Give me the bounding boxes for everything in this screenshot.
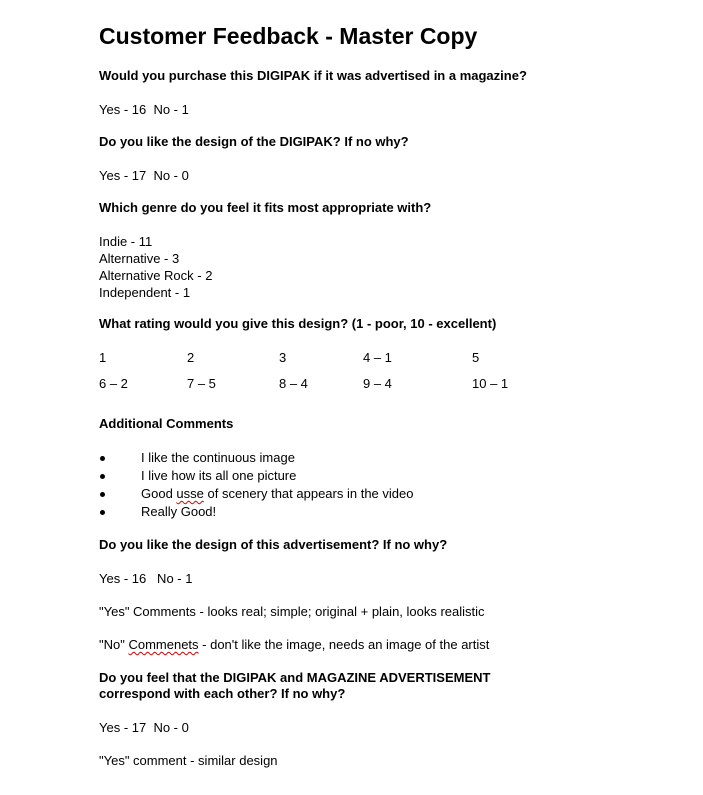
bullet-icon — [100, 510, 105, 515]
rating-table — [99, 349, 679, 392]
answer-advert-design: Yes - 16 No - 1 — [99, 571, 193, 586]
page-title: Customer Feedback - Master Copy — [99, 23, 478, 49]
genre-item: Independent - 1 — [99, 285, 191, 300]
comment-text: of scenery that appears in the video — [203, 486, 414, 501]
list-item — [99, 449, 679, 467]
comment-text: I live how its all one picture — [141, 468, 297, 483]
question-line: correspond with each other? If no why? — [99, 686, 346, 701]
question-rating: What rating would you give this design? (1 - poor, 10 - excellent) — [99, 316, 497, 331]
rating-cell: 4 – 1 — [363, 350, 392, 365]
spelling-flagged-word: usse — [176, 486, 204, 501]
no-comments-prefix: "No" — [99, 637, 129, 652]
question-purchase: Would you purchase this DIGIPAK if it was advertised in a magazine? — [99, 68, 527, 83]
rating-cell: 9 – 4 — [363, 376, 392, 391]
rating-cell: 7 – 5 — [187, 376, 216, 391]
comment-text: I like the continuous image — [141, 450, 295, 465]
list-item — [99, 467, 679, 485]
bullet-icon — [100, 492, 105, 497]
genre-item: Alternative Rock - 2 — [99, 268, 213, 283]
yes-comments: "Yes" Comments - looks real; simple; original + plain, looks realistic — [99, 604, 485, 619]
answer-correspond: Yes - 17 No - 0 — [99, 720, 189, 735]
rating-cell: 8 – 4 — [279, 376, 308, 391]
rating-cell: 2 — [187, 350, 195, 365]
genre-list — [99, 233, 679, 301]
question-advert-design: Do you like the design of this advertisement? If no why? — [99, 537, 448, 552]
rating-cell: 1 — [99, 350, 107, 365]
comments-list — [99, 449, 679, 521]
question-genre: Which genre do you feel it fits most appropriate with? — [99, 200, 432, 215]
rating-cell: 5 — [472, 350, 480, 365]
comment-text: Good — [141, 486, 177, 501]
list-item — [99, 485, 679, 503]
question-line: Do you feel that the DIGIPAK and MAGAZINE ADVERTISEMENT — [99, 670, 491, 685]
comment-text: Really Good! — [141, 504, 217, 519]
question-digipak-design: Do you like the design of the DIGIPAK? If no why? — [99, 134, 409, 149]
answer-purchase: Yes - 16 No - 1 — [99, 102, 189, 117]
rating-row — [99, 375, 679, 392]
rating-cell: 3 — [279, 350, 287, 365]
bullet-icon — [100, 474, 105, 479]
genre-item: Alternative - 3 — [99, 251, 180, 266]
list-item — [99, 503, 679, 521]
answer-digipak-design: Yes - 17 No - 0 — [99, 168, 189, 183]
question-correspond — [99, 670, 679, 702]
document-page — [99, 20, 679, 785]
no-comments-text: - don't like the image, needs an image of the artist — [198, 637, 490, 652]
rating-cell: 10 – 1 — [472, 376, 509, 391]
additional-comments-heading: Additional Comments — [99, 416, 234, 431]
rating-row — [99, 349, 679, 366]
bullet-icon — [100, 456, 105, 461]
genre-item: Indie - 11 — [99, 234, 153, 249]
no-comments — [99, 636, 679, 653]
yes-comment-correspond: "Yes" comment - similar design — [99, 753, 278, 768]
rating-cell: 6 – 2 — [99, 376, 128, 391]
spelling-flagged-word: Commenets — [128, 637, 199, 652]
